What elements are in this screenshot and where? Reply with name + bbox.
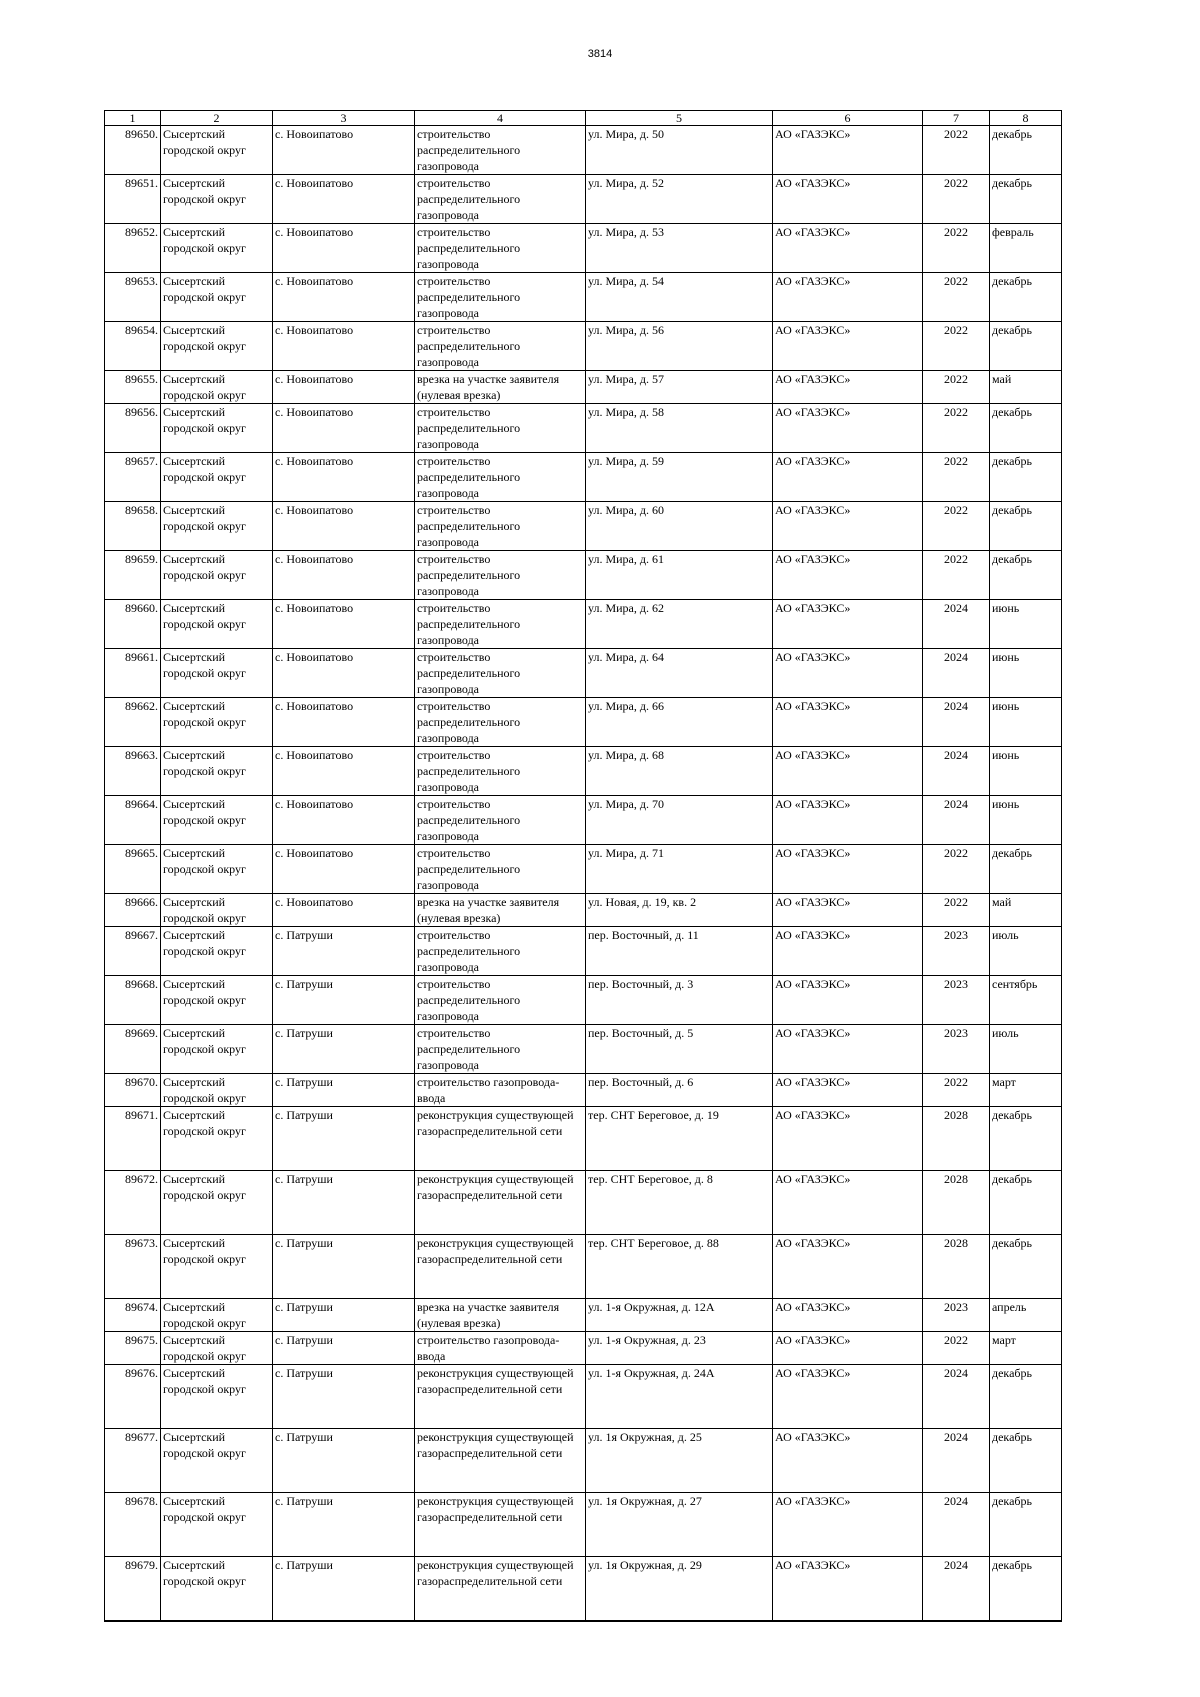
organization-cell: АО «ГАЗЭКС»: [773, 126, 923, 175]
row-number-cell: 89651.: [105, 175, 161, 224]
settlement-cell: с. Новоипатово: [273, 551, 415, 600]
organization-cell: АО «ГАЗЭКС»: [773, 551, 923, 600]
month-cell: декабрь: [990, 1235, 1062, 1299]
organization-cell: АО «ГАЗЭКС»: [773, 1493, 923, 1557]
organization-cell: АО «ГАЗЭКС»: [773, 1235, 923, 1299]
year-cell: 2024: [923, 1557, 990, 1622]
work-type-cell: реконструкция существующей газораспределительной сети: [415, 1557, 586, 1622]
organization-cell: АО «ГАЗЭКС»: [773, 1074, 923, 1107]
address-cell: ул. Мира, д. 52: [586, 175, 773, 224]
organization-cell: АО «ГАЗЭКС»: [773, 1332, 923, 1365]
table-row: [105, 1332, 1062, 1365]
organization-cell: АО «ГАЗЭКС»: [773, 698, 923, 747]
settlement-cell: с. Патруши: [273, 1107, 415, 1171]
table-row: [105, 600, 1062, 649]
district-cell: Сысертский городской округ: [161, 175, 273, 224]
work-type-cell: строительство газопровода-ввода: [415, 1074, 586, 1107]
row-number-cell: 89670.: [105, 1074, 161, 1107]
work-type-cell: реконструкция существующей газораспределительной сети: [415, 1365, 586, 1429]
year-cell: 2022: [923, 273, 990, 322]
settlement-cell: с. Патруши: [273, 1493, 415, 1557]
district-cell: Сысертский городской округ: [161, 1429, 273, 1493]
organization-cell: АО «ГАЗЭКС»: [773, 175, 923, 224]
table-row: [105, 404, 1062, 453]
settlement-cell: с. Патруши: [273, 1171, 415, 1235]
work-type-cell: строительство распределительного газопровода: [415, 845, 586, 894]
table-row: [105, 1074, 1062, 1107]
settlement-cell: с. Новоипатово: [273, 502, 415, 551]
work-type-cell: реконструкция существующей газораспределительной сети: [415, 1493, 586, 1557]
table-row: [105, 1557, 1062, 1622]
organization-cell: АО «ГАЗЭКС»: [773, 894, 923, 927]
address-cell: тер. СНТ Береговое, д. 88: [586, 1235, 773, 1299]
settlement-cell: с. Новоипатово: [273, 845, 415, 894]
year-cell: 2022: [923, 404, 990, 453]
address-cell: ул. Мира, д. 68: [586, 747, 773, 796]
month-cell: декабрь: [990, 453, 1062, 502]
row-number-cell: 89679.: [105, 1557, 161, 1622]
organization-cell: АО «ГАЗЭКС»: [773, 976, 923, 1025]
district-cell: Сысертский городской округ: [161, 273, 273, 322]
district-cell: Сысертский городской округ: [161, 1557, 273, 1622]
row-number-cell: 89665.: [105, 845, 161, 894]
table-row: [105, 698, 1062, 747]
address-cell: ул. Мира, д. 54: [586, 273, 773, 322]
organization-cell: АО «ГАЗЭКС»: [773, 1299, 923, 1332]
district-cell: Сысертский городской округ: [161, 894, 273, 927]
row-number-cell: 89677.: [105, 1429, 161, 1493]
address-cell: ул. Мира, д. 56: [586, 322, 773, 371]
month-cell: февраль: [990, 224, 1062, 273]
district-cell: Сысертский городской округ: [161, 747, 273, 796]
row-number-cell: 89667.: [105, 927, 161, 976]
year-cell: 2022: [923, 1074, 990, 1107]
district-cell: Сысертский городской округ: [161, 976, 273, 1025]
district-cell: Сысертский городской округ: [161, 224, 273, 273]
column-number-row: [105, 111, 1062, 126]
address-cell: ул. 1я Окружная, д. 25: [586, 1429, 773, 1493]
district-cell: Сысертский городской округ: [161, 551, 273, 600]
work-type-cell: строительство распределительного газопровода: [415, 175, 586, 224]
address-cell: ул. Мира, д. 50: [586, 126, 773, 175]
month-cell: июль: [990, 1025, 1062, 1074]
month-cell: июль: [990, 927, 1062, 976]
year-cell: 2022: [923, 502, 990, 551]
year-cell: 2028: [923, 1171, 990, 1235]
month-cell: июнь: [990, 747, 1062, 796]
settlement-cell: с. Патруши: [273, 1235, 415, 1299]
month-cell: декабрь: [990, 1429, 1062, 1493]
address-cell: ул. Мира, д. 60: [586, 502, 773, 551]
district-cell: Сысертский городской округ: [161, 1332, 273, 1365]
page-number: 3814: [587, 48, 613, 60]
month-cell: июнь: [990, 600, 1062, 649]
row-number-cell: 89662.: [105, 698, 161, 747]
table-row: [105, 927, 1062, 976]
address-cell: ул. Мира, д. 71: [586, 845, 773, 894]
month-cell: декабрь: [990, 502, 1062, 551]
month-cell: декабрь: [990, 404, 1062, 453]
table-row: [105, 502, 1062, 551]
organization-cell: АО «ГАЗЭКС»: [773, 1107, 923, 1171]
work-type-cell: реконструкция существующей газораспределительной сети: [415, 1171, 586, 1235]
year-cell: 2022: [923, 453, 990, 502]
row-number-cell: 89676.: [105, 1365, 161, 1429]
column-header: 3: [273, 111, 415, 126]
table-row: [105, 1107, 1062, 1171]
address-cell: ул. 1я Окружная, д. 29: [586, 1557, 773, 1622]
settlement-cell: с. Новоипатово: [273, 371, 415, 404]
month-cell: декабрь: [990, 1493, 1062, 1557]
work-type-cell: врезка на участке заявителя (нулевая врезка): [415, 1299, 586, 1332]
settlement-cell: с. Новоипатово: [273, 175, 415, 224]
address-cell: ул. Мира, д. 64: [586, 649, 773, 698]
row-number-cell: 89678.: [105, 1493, 161, 1557]
table-row: [105, 1493, 1062, 1557]
row-number-cell: 89652.: [105, 224, 161, 273]
row-number-cell: 89657.: [105, 453, 161, 502]
organization-cell: АО «ГАЗЭКС»: [773, 1557, 923, 1622]
address-cell: ул. 1-я Окружная, д. 12А: [586, 1299, 773, 1332]
district-cell: Сысертский городской округ: [161, 1365, 273, 1429]
address-cell: ул. Мира, д. 61: [586, 551, 773, 600]
column-header: 1: [105, 111, 161, 126]
address-cell: ул. Новая, д. 19, кв. 2: [586, 894, 773, 927]
year-cell: 2024: [923, 796, 990, 845]
work-type-cell: строительство распределительного газопровода: [415, 551, 586, 600]
work-type-cell: строительство распределительного газопровода: [415, 796, 586, 845]
row-number-cell: 89653.: [105, 273, 161, 322]
work-type-cell: реконструкция существующей газораспределительной сети: [415, 1107, 586, 1171]
settlement-cell: с. Новоипатово: [273, 126, 415, 175]
year-cell: 2023: [923, 976, 990, 1025]
year-cell: 2022: [923, 322, 990, 371]
month-cell: декабрь: [990, 845, 1062, 894]
address-cell: тер. СНТ Береговое, д. 8: [586, 1171, 773, 1235]
settlement-cell: с. Патруши: [273, 1429, 415, 1493]
year-cell: 2023: [923, 1025, 990, 1074]
address-cell: ул. Мира, д. 66: [586, 698, 773, 747]
month-cell: декабрь: [990, 175, 1062, 224]
work-type-cell: строительство распределительного газопровода: [415, 322, 586, 371]
table-row: [105, 551, 1062, 600]
month-cell: июнь: [990, 649, 1062, 698]
year-cell: 2024: [923, 1429, 990, 1493]
work-type-cell: строительство распределительного газопровода: [415, 1025, 586, 1074]
table-row: [105, 371, 1062, 404]
year-cell: 2024: [923, 649, 990, 698]
settlement-cell: с. Патруши: [273, 976, 415, 1025]
address-cell: пер. Восточный, д. 5: [586, 1025, 773, 1074]
address-cell: ул. Мира, д. 58: [586, 404, 773, 453]
year-cell: 2022: [923, 551, 990, 600]
row-number-cell: 89664.: [105, 796, 161, 845]
row-number-cell: 89666.: [105, 894, 161, 927]
month-cell: декабрь: [990, 1107, 1062, 1171]
month-cell: декабрь: [990, 1171, 1062, 1235]
work-type-cell: строительство распределительного газопровода: [415, 126, 586, 175]
settlement-cell: с. Патруши: [273, 1332, 415, 1365]
organization-cell: АО «ГАЗЭКС»: [773, 1365, 923, 1429]
district-cell: Сысертский городской округ: [161, 1025, 273, 1074]
settlement-cell: с. Новоипатово: [273, 273, 415, 322]
month-cell: декабрь: [990, 322, 1062, 371]
month-cell: март: [990, 1332, 1062, 1365]
organization-cell: АО «ГАЗЭКС»: [773, 371, 923, 404]
table-row: [105, 126, 1062, 175]
settlement-cell: с. Патруши: [273, 927, 415, 976]
address-cell: ул. 1-я Окружная, д. 24А: [586, 1365, 773, 1429]
table-row: [105, 1025, 1062, 1074]
table-row: [105, 224, 1062, 273]
settlement-cell: с. Новоипатово: [273, 894, 415, 927]
work-type-cell: строительство распределительного газопровода: [415, 747, 586, 796]
row-number-cell: 89655.: [105, 371, 161, 404]
organization-cell: АО «ГАЗЭКС»: [773, 600, 923, 649]
row-number-cell: 89654.: [105, 322, 161, 371]
organization-cell: АО «ГАЗЭКС»: [773, 1025, 923, 1074]
organization-cell: АО «ГАЗЭКС»: [773, 927, 923, 976]
table-row: [105, 175, 1062, 224]
organization-cell: АО «ГАЗЭКС»: [773, 453, 923, 502]
row-number-cell: 89658.: [105, 502, 161, 551]
district-cell: Сысертский городской округ: [161, 371, 273, 404]
organization-cell: АО «ГАЗЭКС»: [773, 224, 923, 273]
table-row: [105, 747, 1062, 796]
district-cell: Сысертский городской округ: [161, 845, 273, 894]
month-cell: декабрь: [990, 1365, 1062, 1429]
row-number-cell: 89663.: [105, 747, 161, 796]
district-cell: Сысертский городской округ: [161, 1107, 273, 1171]
settlement-cell: с. Новоипатово: [273, 747, 415, 796]
work-type-cell: строительство распределительного газопровода: [415, 600, 586, 649]
settlement-cell: с. Новоипатово: [273, 224, 415, 273]
table-row: [105, 322, 1062, 371]
organization-cell: АО «ГАЗЭКС»: [773, 404, 923, 453]
month-cell: апрель: [990, 1299, 1062, 1332]
column-header: 5: [586, 111, 773, 126]
work-type-cell: врезка на участке заявителя (нулевая врезка): [415, 894, 586, 927]
row-number-cell: 89675.: [105, 1332, 161, 1365]
row-number-cell: 89669.: [105, 1025, 161, 1074]
district-cell: Сысертский городской округ: [161, 126, 273, 175]
work-type-cell: реконструкция существующей газораспределительной сети: [415, 1429, 586, 1493]
organization-cell: АО «ГАЗЭКС»: [773, 1429, 923, 1493]
address-cell: ул. Мира, д. 59: [586, 453, 773, 502]
table-row: [105, 796, 1062, 845]
district-cell: Сысертский городской округ: [161, 502, 273, 551]
year-cell: 2022: [923, 224, 990, 273]
table-row: [105, 453, 1062, 502]
year-cell: 2024: [923, 1493, 990, 1557]
table-row: [105, 649, 1062, 698]
year-cell: 2024: [923, 698, 990, 747]
month-cell: май: [990, 371, 1062, 404]
district-cell: Сысертский городской округ: [161, 927, 273, 976]
organization-cell: АО «ГАЗЭКС»: [773, 845, 923, 894]
row-number-cell: 89650.: [105, 126, 161, 175]
district-cell: Сысертский городской округ: [161, 1493, 273, 1557]
month-cell: декабрь: [990, 551, 1062, 600]
settlement-cell: с. Новоипатово: [273, 404, 415, 453]
row-number-cell: 89659.: [105, 551, 161, 600]
table-row: [105, 1235, 1062, 1299]
table-row: [105, 1171, 1062, 1235]
district-cell: Сысертский городской округ: [161, 404, 273, 453]
year-cell: 2028: [923, 1107, 990, 1171]
month-cell: декабрь: [990, 273, 1062, 322]
settlement-cell: с. Новоипатово: [273, 796, 415, 845]
work-type-cell: строительство распределительного газопровода: [415, 502, 586, 551]
address-cell: ул. Мира, д. 57: [586, 371, 773, 404]
work-type-cell: строительство газопровода-ввода: [415, 1332, 586, 1365]
address-cell: ул. 1-я Окружная, д. 23: [586, 1332, 773, 1365]
settlement-cell: с. Новоипатово: [273, 600, 415, 649]
organization-cell: АО «ГАЗЭКС»: [773, 273, 923, 322]
district-cell: Сысертский городской округ: [161, 698, 273, 747]
address-cell: пер. Восточный, д. 11: [586, 927, 773, 976]
row-number-cell: 89668.: [105, 976, 161, 1025]
row-number-cell: 89661.: [105, 649, 161, 698]
row-number-cell: 89671.: [105, 1107, 161, 1171]
year-cell: 2028: [923, 1235, 990, 1299]
table-row: [105, 845, 1062, 894]
address-cell: пер. Восточный, д. 3: [586, 976, 773, 1025]
register-table: [104, 110, 1062, 1622]
table-row: [105, 1365, 1062, 1429]
table-row: [105, 1299, 1062, 1332]
work-type-cell: строительство распределительного газопровода: [415, 404, 586, 453]
settlement-cell: с. Новоипатово: [273, 322, 415, 371]
year-cell: 2024: [923, 1365, 990, 1429]
work-type-cell: строительство распределительного газопровода: [415, 224, 586, 273]
district-cell: Сысертский городской округ: [161, 1235, 273, 1299]
district-cell: Сысертский городской округ: [161, 1171, 273, 1235]
table-row: [105, 273, 1062, 322]
month-cell: сентябрь: [990, 976, 1062, 1025]
year-cell: 2022: [923, 845, 990, 894]
district-cell: Сысертский городской округ: [161, 453, 273, 502]
district-cell: Сысертский городской округ: [161, 322, 273, 371]
work-type-cell: строительство распределительного газопровода: [415, 273, 586, 322]
district-cell: Сысертский городской округ: [161, 796, 273, 845]
month-cell: март: [990, 1074, 1062, 1107]
year-cell: 2024: [923, 747, 990, 796]
column-header: 8: [990, 111, 1062, 126]
year-cell: 2022: [923, 126, 990, 175]
work-type-cell: строительство распределительного газопровода: [415, 927, 586, 976]
settlement-cell: с. Патруши: [273, 1074, 415, 1107]
organization-cell: АО «ГАЗЭКС»: [773, 322, 923, 371]
district-cell: Сысертский городской округ: [161, 1299, 273, 1332]
year-cell: 2022: [923, 894, 990, 927]
column-header: 7: [923, 111, 990, 126]
column-header: 6: [773, 111, 923, 126]
row-number-cell: 89672.: [105, 1171, 161, 1235]
settlement-cell: с. Патруши: [273, 1299, 415, 1332]
address-cell: тер. СНТ Береговое, д. 19: [586, 1107, 773, 1171]
district-cell: Сысертский городской округ: [161, 1074, 273, 1107]
organization-cell: АО «ГАЗЭКС»: [773, 747, 923, 796]
table-row: [105, 1429, 1062, 1493]
year-cell: 2023: [923, 1299, 990, 1332]
row-number-cell: 89674.: [105, 1299, 161, 1332]
work-type-cell: реконструкция существующей газораспределительной сети: [415, 1235, 586, 1299]
month-cell: декабрь: [990, 1557, 1062, 1622]
month-cell: декабрь: [990, 126, 1062, 175]
row-number-cell: 89673.: [105, 1235, 161, 1299]
district-cell: Сысертский городской округ: [161, 600, 273, 649]
year-cell: 2022: [923, 1332, 990, 1365]
organization-cell: АО «ГАЗЭКС»: [773, 649, 923, 698]
address-cell: ул. Мира, д. 53: [586, 224, 773, 273]
month-cell: июнь: [990, 796, 1062, 845]
settlement-cell: с. Новоипатово: [273, 698, 415, 747]
year-cell: 2022: [923, 371, 990, 404]
work-type-cell: строительство распределительного газопровода: [415, 976, 586, 1025]
address-cell: ул. 1я Окружная, д. 27: [586, 1493, 773, 1557]
row-number-cell: 89656.: [105, 404, 161, 453]
year-cell: 2024: [923, 600, 990, 649]
column-header: 4: [415, 111, 586, 126]
year-cell: 2022: [923, 175, 990, 224]
month-cell: май: [990, 894, 1062, 927]
work-type-cell: врезка на участке заявителя (нулевая врезка): [415, 371, 586, 404]
year-cell: 2023: [923, 927, 990, 976]
settlement-cell: с. Патруши: [273, 1025, 415, 1074]
work-type-cell: строительство распределительного газопровода: [415, 698, 586, 747]
address-cell: пер. Восточный, д. 6: [586, 1074, 773, 1107]
month-cell: июнь: [990, 698, 1062, 747]
organization-cell: АО «ГАЗЭКС»: [773, 796, 923, 845]
settlement-cell: с. Патруши: [273, 1557, 415, 1622]
settlement-cell: с. Новоипатово: [273, 649, 415, 698]
address-cell: ул. Мира, д. 62: [586, 600, 773, 649]
settlement-cell: с. Новоипатово: [273, 453, 415, 502]
district-cell: Сысертский городской округ: [161, 649, 273, 698]
organization-cell: АО «ГАЗЭКС»: [773, 502, 923, 551]
address-cell: ул. Мира, д. 70: [586, 796, 773, 845]
table-row: [105, 976, 1062, 1025]
work-type-cell: строительство распределительного газопровода: [415, 453, 586, 502]
settlement-cell: с. Патруши: [273, 1365, 415, 1429]
organization-cell: АО «ГАЗЭКС»: [773, 1171, 923, 1235]
column-header: 2: [161, 111, 273, 126]
row-number-cell: 89660.: [105, 600, 161, 649]
table-row: [105, 894, 1062, 927]
work-type-cell: строительство распределительного газопровода: [415, 649, 586, 698]
